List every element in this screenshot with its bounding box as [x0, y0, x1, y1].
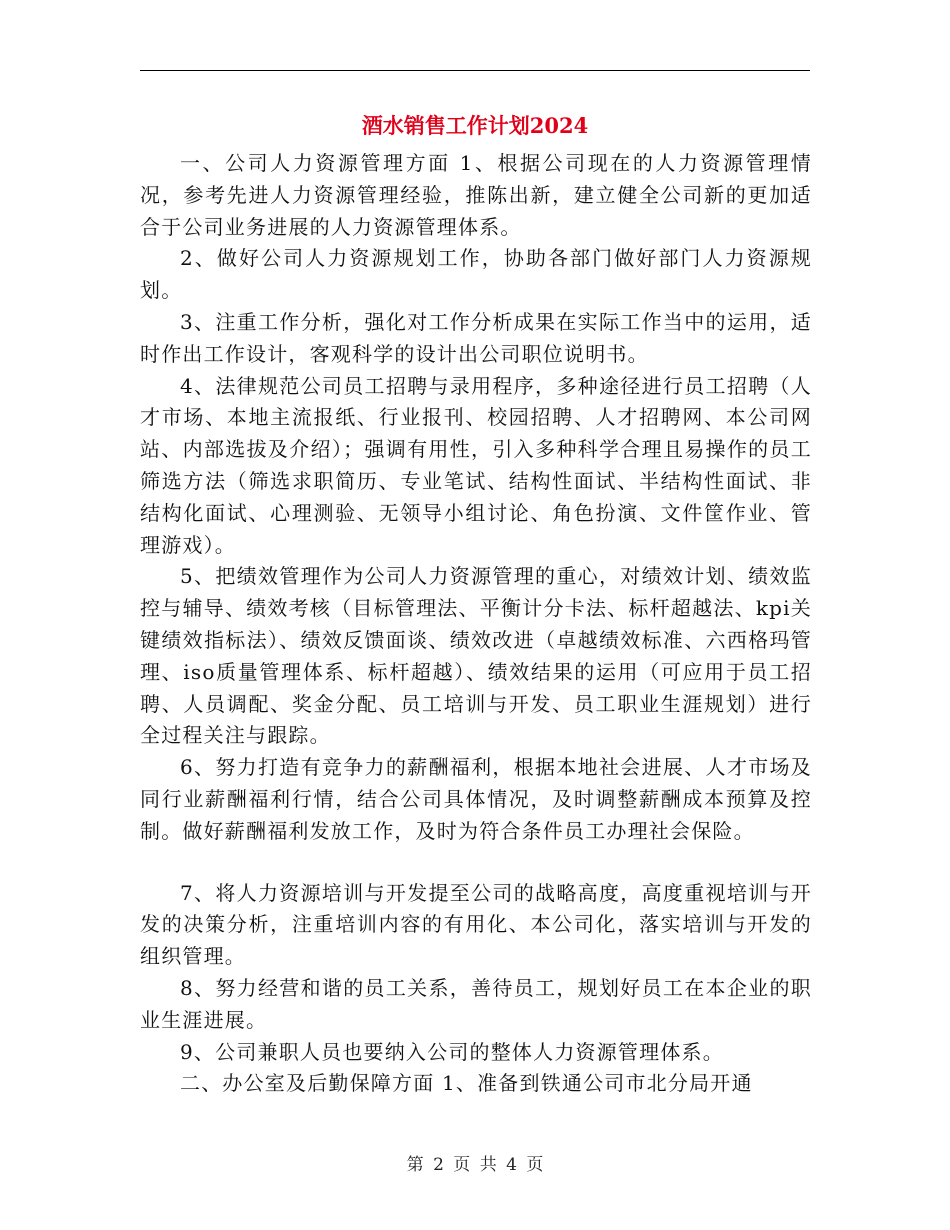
paragraph-4: 4、法律规范公司员工招聘与录用程序，多种途径进行员工招聘（人才市场、本地主流报纸、行业报刊、校园招聘、人才招聘网、本公司网站、内部选拔及介绍）；强调有用性，引入多种科学合理且易操作的员工筛选方法（筛选求职简历、专业笔试、结构性面试、半结构性面试、非结构化面试、心理测验、无领导小组讨论、角色扮演、文件筐作业、管理游戏）。	[140, 373, 812, 557]
header-rule	[140, 70, 810, 71]
document-body	[140, 148, 812, 1100]
page-number-footer: 第 2 页 共 4 页	[406, 1155, 544, 1175]
paragraph-8: 8、努力经营和谐的员工关系，善待员工，规划好员工在本企业的职业生涯进展。	[140, 975, 812, 1032]
paragraph-3: 3、注重工作分析，强化对工作分析成果在实际工作当中的运用，适时作出工作设计，客观科学的设计出公司职位说明书。	[140, 309, 812, 366]
paragraph-9: 9、公司兼职人员也要纳入公司的整体人力资源管理体系。	[180, 1039, 724, 1064]
paragraph-10: 二、办公室及后勤保障方面 1、准备到铁通公司市北分局开通	[180, 1071, 753, 1096]
document-title: 酒水销售工作计划2024	[361, 113, 589, 138]
paragraph-6: 6、努力打造有竞争力的薪酬福利，根据本地社会进展、人才市场及同行业薪酬福利行情，结合公司具体情况，及时调整薪酬成本预算及控制。做好薪酬福利发放工作，及时为符合条件员工办理社会保险。	[140, 755, 812, 843]
paragraph-7: 7、将人力资源培训与开发提至公司的战略高度，高度重视培训与开发的决策分析，注重培训内容的有用化、本公司化，落实培训与开发的组织管理。	[140, 880, 812, 969]
paragraph-5: 5、把绩效管理作为公司人力资源管理的重心，对绩效计划、绩效监控与辅导、绩效考核（目标管理法、平衡计分卡法、标杆超越法、kpi关键绩效指标法）、绩效反馈面谈、绩效改进（卓越绩效标准、六西格玛管理、iso质量管理体系、标杆超越）、绩效结果的运用（可应用于员工招聘、人员调配、奖金分配、员工培训与开发、员工职业生涯规划）进行全过程关注与跟踪。	[140, 564, 812, 748]
paragraph-1: 一、公司人力资源管理方面 1、根据公司现在的人力资源管理情况，参考先进人力资源管理经验，推陈出新，建立健全公司新的更加适合于公司业务进展的人力资源管理体系。	[140, 151, 812, 239]
paragraph-2: 2、做好公司人力资源规划工作，协助各部门做好部门人力资源规划。	[140, 246, 812, 303]
